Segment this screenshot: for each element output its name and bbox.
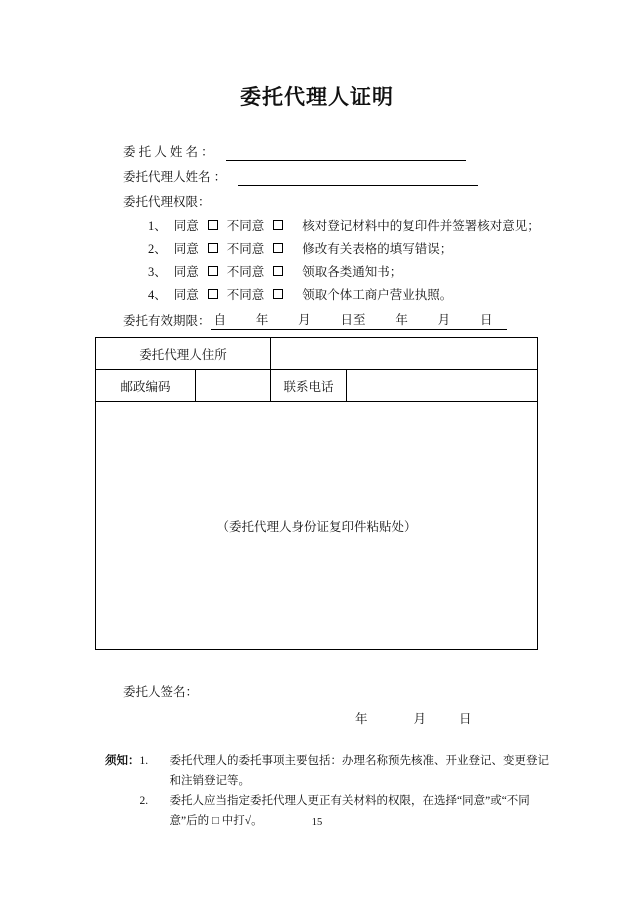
agent-name-label: 委托代理人姓名 ： xyxy=(123,170,227,184)
item-description: 修改有关表格的填写错误； xyxy=(302,241,453,256)
disagree-checkbox[interactable] xyxy=(273,243,283,253)
id-copy-paste-area[interactable]: （委托代理人身份证复印件粘贴处） xyxy=(96,402,538,650)
item-description: 领取个体工商户营业执照。 xyxy=(302,287,453,302)
agree-checkbox[interactable] xyxy=(208,289,218,299)
phone-value-cell[interactable] xyxy=(347,370,538,402)
date-day-label: 日 xyxy=(459,712,472,726)
page-number: 15 xyxy=(311,817,323,828)
date-year-label: 年 xyxy=(355,712,368,726)
item-number: 2、 xyxy=(148,241,167,256)
disagree-checkbox[interactable] xyxy=(273,289,283,299)
date-month-label: 月 xyxy=(413,712,427,726)
validity-label: 委托有效期限： xyxy=(123,314,211,328)
item-description: 领取各类通知书； xyxy=(302,264,403,279)
note-text: 委托代理人的委托事项主要包括：办理名称预先核准、开业登记、变更登记和注销登记等。 xyxy=(169,755,549,787)
agree-label: 同意 xyxy=(173,264,199,279)
item-number: 4、 xyxy=(148,287,167,302)
client-name-row xyxy=(123,136,634,161)
authority-item-2 xyxy=(148,236,634,259)
validity-day2: 日 xyxy=(479,313,493,327)
note-number: 2. xyxy=(139,795,149,807)
signature-date-row xyxy=(355,709,634,727)
authority-item-3 xyxy=(148,259,634,282)
authority-items xyxy=(148,213,634,305)
validity-from: 自 xyxy=(213,313,227,327)
phone-label-cell: 联系电话 xyxy=(271,370,347,402)
postal-value-cell[interactable] xyxy=(196,370,271,402)
note-text: 委托人应当指定委托代理人更正有关材料的权限，在选择“同意”或“不同意”后的 □ 中打√。 xyxy=(169,795,530,827)
item-number: 3、 xyxy=(148,264,167,279)
agree-label: 同意 xyxy=(173,241,199,256)
validity-month2: 月 xyxy=(437,313,451,327)
agree-checkbox[interactable] xyxy=(208,220,218,230)
agent-info-table xyxy=(95,337,538,650)
disagree-label: 不同意 xyxy=(226,241,265,256)
document-title: 委托代理人证明 xyxy=(240,85,394,109)
item-number: 1、 xyxy=(148,218,167,233)
authority-item-4 xyxy=(148,282,634,305)
header-fields xyxy=(123,136,634,211)
address-value-cell[interactable] xyxy=(271,338,538,370)
disagree-label: 不同意 xyxy=(226,218,265,233)
validity-year2: 年 xyxy=(395,313,408,327)
agree-label: 同意 xyxy=(173,287,199,302)
signature-label: 委托人签名： xyxy=(123,685,199,699)
notes-heading: 须知： xyxy=(105,755,140,767)
disagree-label: 不同意 xyxy=(226,287,265,302)
note-item-1 xyxy=(140,751,551,791)
authority-label: 委托代理权限： xyxy=(123,195,211,209)
address-label-cell: 委托代理人住所 xyxy=(96,338,271,370)
client-name-label: 委 托 人 姓 名 ： xyxy=(123,145,214,159)
agree-checkbox[interactable] xyxy=(208,243,218,253)
id-copy-paste-row xyxy=(96,402,538,650)
agent-name-row xyxy=(123,161,634,186)
item-description: 核对登记材料中的复印件并签署核对意见； xyxy=(302,218,540,233)
authority-item-1 xyxy=(148,213,634,236)
agree-label: 同意 xyxy=(173,218,199,233)
postal-phone-row xyxy=(96,370,538,402)
validity-blank-line[interactable] xyxy=(211,312,507,330)
client-name-blank[interactable] xyxy=(226,146,466,161)
disagree-checkbox[interactable] xyxy=(273,266,283,276)
disagree-checkbox[interactable] xyxy=(273,220,283,230)
validity-year1: 年 xyxy=(255,313,269,327)
address-row xyxy=(96,338,538,370)
validity-day-to: 日至 xyxy=(340,313,366,327)
agree-checkbox[interactable] xyxy=(208,266,218,276)
disagree-label: 不同意 xyxy=(226,264,265,279)
validity-month1: 月 xyxy=(298,313,311,327)
authority-heading-row xyxy=(123,186,634,211)
note-number: 1. xyxy=(139,755,149,767)
agent-name-blank[interactable] xyxy=(238,171,478,186)
validity-period-row xyxy=(123,305,634,330)
postal-label-cell: 邮政编码 xyxy=(96,370,196,402)
